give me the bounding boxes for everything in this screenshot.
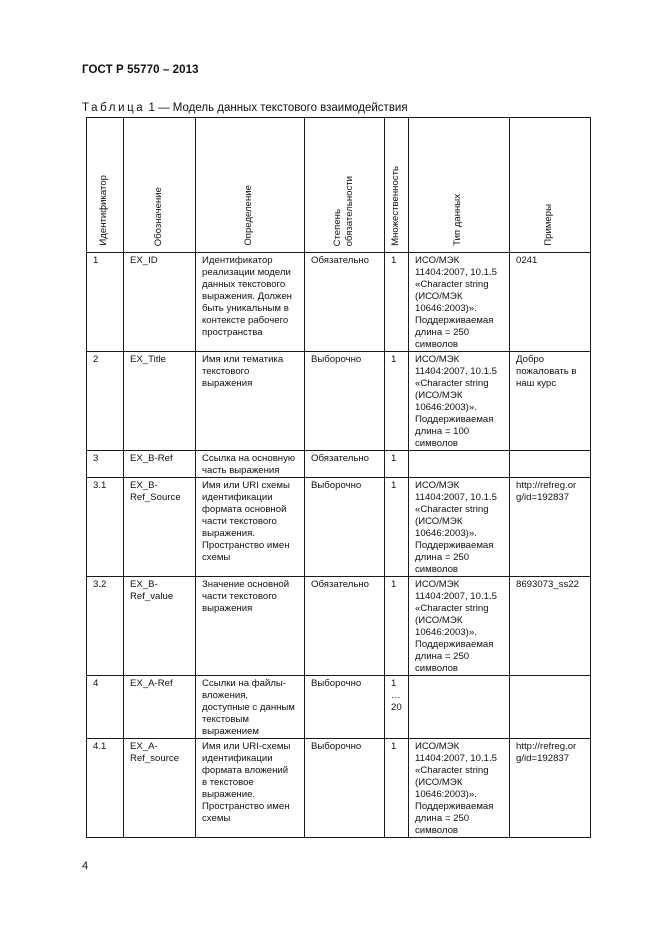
table-cell: Значение основной части текстового выражения (196, 577, 305, 676)
table-row (87, 253, 591, 352)
table-cell: http://refreg.or g/id=192837 (510, 739, 591, 838)
table-row (87, 352, 591, 451)
data-model-table (86, 117, 591, 838)
table-cell: Выборочно (305, 676, 385, 739)
table-caption (82, 102, 408, 114)
document-header: ГОСТ Р 55770 – 2013 (82, 64, 199, 76)
table-cell: Обязательно (305, 577, 385, 676)
table-cell: 2 (87, 352, 124, 451)
table-cell: ИСО/МЭК 11404:2007, 10.1.5 «Character string (ИСО/МЭК 10646:2003)». Поддерживаемая длина = 250 символов (409, 739, 510, 838)
table-cell: EX_B- Ref_Source (124, 478, 196, 577)
table-header-row (87, 118, 591, 253)
table-row (87, 478, 591, 577)
table-cell: 1 (385, 253, 409, 352)
column-header-multiplicity: Множественность (385, 118, 409, 253)
column-header-definition: Определение (196, 118, 305, 253)
table-cell: Выборочно (305, 478, 385, 577)
table-cell: EX_A-Ref (124, 676, 196, 739)
table-cell: Имя или тематика текстового выражения (196, 352, 305, 451)
table-cell: 3.2 (87, 577, 124, 676)
table-cell: ИСО/МЭК 11404:2007, 10.1.5 «Character string (ИСО/МЭК 10646:2003)». Поддерживаемая длина = 250 символов (409, 478, 510, 577)
table-cell: Выборочно (305, 352, 385, 451)
table-row (87, 577, 591, 676)
column-header-designation: Обозначение (124, 118, 196, 253)
table-cell: EX_Title (124, 352, 196, 451)
table-cell (409, 676, 510, 739)
table-cell: 1 (87, 253, 124, 352)
column-header-examples: Примеры (510, 118, 591, 253)
table-cell: Добро пожаловать в наш курс (510, 352, 591, 451)
table-row (87, 451, 591, 478)
table-cell: 1 (385, 739, 409, 838)
table-cell: 1 (385, 451, 409, 478)
table-cell: Идентификатор реализации модели данных текстового выражения. Должен быть уникальным в контексте рабочего пространства (196, 253, 305, 352)
table-cell (510, 676, 591, 739)
table-cell: Ссылка на основную часть выражения (196, 451, 305, 478)
table-cell: ИСО/МЭК 11404:2007, 10.1.5 «Character string (ИСО/МЭК 10646:2003)». Поддерживаемая длина = 250 символов (409, 253, 510, 352)
table-cell: 8693073_ss22 (510, 577, 591, 676)
page-number: 4 (82, 860, 89, 872)
table-cell: EX_B-Ref (124, 451, 196, 478)
table-cell: Ссылки на файлы- вложения, доступные с данным текстовым выражением (196, 676, 305, 739)
column-header-identifier: Идентификатор (87, 118, 124, 253)
caption-title: 1 — Модель данных текстового взаимодействия (145, 102, 408, 114)
table-cell: 1 (385, 577, 409, 676)
table-cell: http://refreg.or g/id=192837 (510, 478, 591, 577)
table-cell: 0241 (510, 253, 591, 352)
table-cell: 4 (87, 676, 124, 739)
table-cell (409, 451, 510, 478)
column-header-data-type: Тип данных (409, 118, 510, 253)
caption-label: Таблица (82, 102, 146, 114)
column-header-obligation: Степень обязательности (305, 118, 385, 253)
table-cell (510, 451, 591, 478)
table-cell: Обязательно (305, 451, 385, 478)
table-cell: Обязательно (305, 253, 385, 352)
table-cell: ИСО/МЭК 11404:2007, 10.1.5 «Character string (ИСО/МЭК 10646:2003)». Поддерживаемая длина = 250 символов (409, 577, 510, 676)
table-cell: Выборочно (305, 739, 385, 838)
table-row (87, 739, 591, 838)
table-cell: ИСО/МЭК 11404:2007, 10.1.5 «Character string (ИСО/МЭК 10646:2003)». Поддерживаемая длина = 100 символов (409, 352, 510, 451)
table-cell: 1 (385, 478, 409, 577)
table-cell: 1 … 20 (385, 676, 409, 739)
table-cell: EX_A- Ref_source (124, 739, 196, 838)
table-cell: Имя или URI схемы идентификации формата основной части текстового выражения. Пространство имен схемы (196, 478, 305, 577)
table-cell: Имя или URI-схемы идентификации формата вложений в текстовое выражение. Пространство имен схемы (196, 739, 305, 838)
table-cell: 1 (385, 352, 409, 451)
table-cell: 3 (87, 451, 124, 478)
table-row (87, 676, 591, 739)
table-cell: 4.1 (87, 739, 124, 838)
table-cell: 3.1 (87, 478, 124, 577)
table-cell: EX_B- Ref_value (124, 577, 196, 676)
table-cell: EX_ID (124, 253, 196, 352)
